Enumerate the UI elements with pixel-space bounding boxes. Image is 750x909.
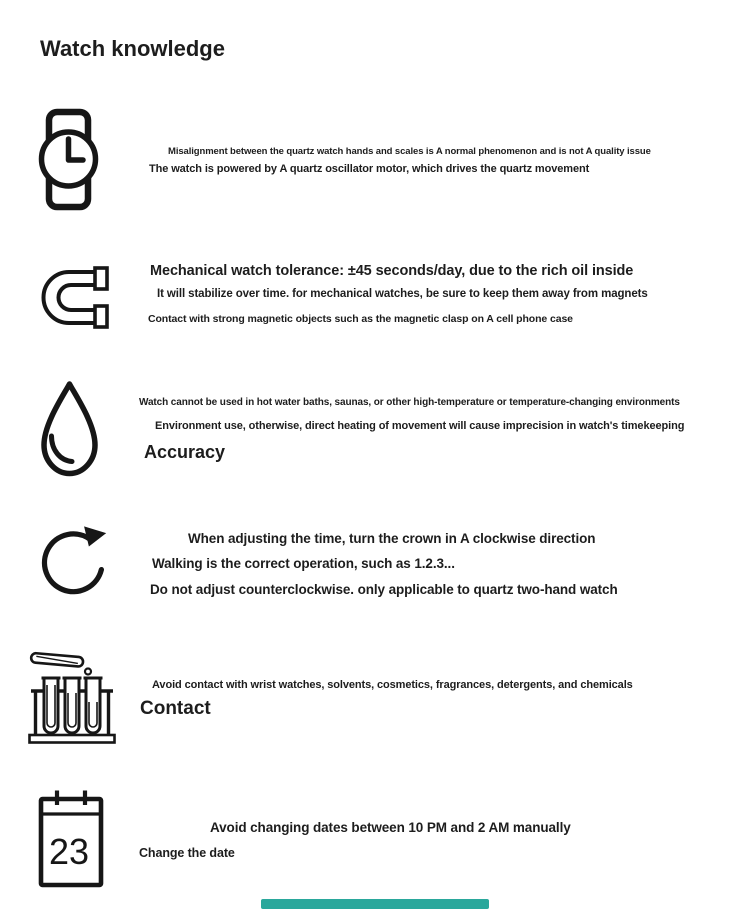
magnet-icon	[38, 263, 110, 333]
crown-walking-line: Walking is the correct operation, such as 1.2.3...	[152, 556, 455, 571]
calendar-day-number: 23	[48, 831, 90, 872]
chemicals-avoid-line: Avoid contact with wrist watches, solvents, cosmetics, fragrances, detergents, and chemicals	[152, 679, 633, 691]
quartz-note-primary: The watch is powered by A quartz oscillator motor, which drives the quartz movement	[149, 163, 590, 175]
crown-clockwise-line: When adjusting the time, turn the crown in A clockwise direction	[188, 531, 596, 546]
magnet-stabilize-line: It will stabilize over time. for mechanical watches, be sure to keep them away from magnets	[157, 288, 648, 300]
date-avoid-line: Avoid changing dates between 10 PM and 2 AM manually	[210, 820, 571, 835]
calendar-icon	[38, 788, 104, 888]
water-drop-icon	[35, 377, 104, 482]
test-tubes-icon	[28, 647, 116, 747]
accuracy-heading: Accuracy	[144, 442, 226, 462]
magnet-contact-line: Contact with strong magnetic objects such as the magnetic clasp on A cell phone case	[148, 313, 573, 325]
bottom-accent-bar	[261, 899, 489, 909]
crown-counterclockwise-line: Do not adjust counterclockwise. only applicable to quartz two-hand watch	[150, 582, 618, 597]
magnet-tolerance-line: Mechanical watch tolerance: ±45 seconds/day, due to the rich oil inside	[150, 263, 634, 279]
contact-heading: Contact	[140, 698, 211, 719]
quartz-note-secondary: Misalignment between the quartz watch hands and scales is A normal phenomenon and is not A quality issue	[168, 146, 651, 157]
water-environment-line: Environment use, otherwise, direct heating of movement will cause imprecision in watch's timekeeping	[155, 420, 685, 432]
page-title: Watch knowledge	[40, 36, 225, 61]
water-warning-line: Watch cannot be used in hot water baths, saunas, or other high-temperature or temperature-changing environments	[139, 397, 680, 408]
clockwise-arrow-icon	[36, 514, 111, 606]
change-date-line: Change the date	[139, 846, 235, 860]
wristwatch-icon	[33, 107, 104, 212]
